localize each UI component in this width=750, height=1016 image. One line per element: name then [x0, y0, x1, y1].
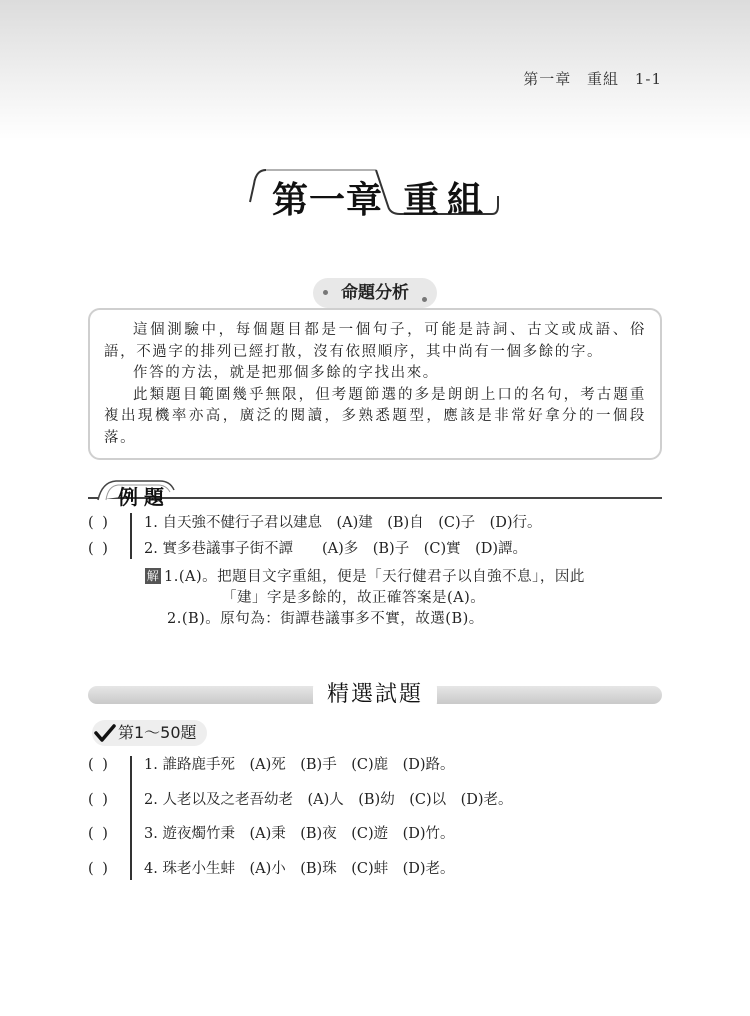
answer-blank[interactable]: ( )	[88, 861, 110, 877]
question-text: 1. 誰路鹿手死 (A)死 (B)手 (C)鹿 (D)路。	[144, 757, 455, 773]
example-header	[88, 478, 662, 509]
bullet-dot-icon	[422, 297, 427, 302]
question-text: 2. 人老以及之老吾幼老 (A)人 (B)幼 (C)以 (D)老。	[144, 792, 513, 808]
running-head-chapter: 第一章	[523, 70, 572, 88]
analysis-paragraph: 此類題目範圍幾乎無限，但考題節選的多是朗朗上口的名句，考古題重複出現機率亦高，廣泛的閱讀，多熟悉題型，應該是非常好拿分的一個段落。	[104, 386, 646, 446]
analysis-tag	[313, 278, 437, 308]
question-divider	[130, 513, 132, 559]
question-text: 1. 自天強不健行子君以建息 (A)建 (B)自 (C)子 (D)行。	[144, 515, 542, 531]
question-text: 3. 遊夜燭竹秉 (A)秉 (B)夜 (C)遊 (D)竹。	[144, 826, 455, 842]
question-range	[92, 720, 207, 746]
chapter-title	[0, 162, 750, 222]
solution-text: 「建」字是多餘的，故正確答案是(A)。	[222, 590, 486, 606]
checkmark-icon	[94, 723, 116, 743]
bullet-dot-icon	[323, 290, 328, 295]
answer-blank[interactable]: ( )	[88, 757, 110, 773]
question-range-label: 第1～50題	[118, 723, 197, 742]
running-head-section: 重組	[587, 70, 620, 88]
running-head	[513, 68, 662, 89]
analysis-paragraph: 作答的方法，就是把那個多餘的字找出來。	[133, 365, 439, 381]
answer-blank[interactable]: ( )	[88, 515, 110, 531]
solution-line	[167, 609, 484, 630]
solution-icon: 解	[146, 569, 160, 583]
answer-blank[interactable]: ( )	[88, 792, 110, 808]
analysis-box	[88, 308, 662, 460]
selected-questions-title: 精選試題	[313, 678, 437, 712]
solution-line	[222, 588, 485, 609]
answer-blank[interactable]: ( )	[88, 541, 110, 557]
solution-line	[145, 567, 585, 588]
analysis-tag-label: 命題分析	[341, 283, 409, 303]
chapter-name: 重組	[403, 180, 492, 221]
answer-blank[interactable]: ( )	[88, 826, 110, 842]
question-divider	[130, 756, 132, 880]
solution-text: 1.(A)。把題目文字重組，便是「天行健君子以自強不息」，因此	[164, 569, 585, 585]
question-text: 4. 珠老小生蚌 (A)小 (B)珠 (C)蚌 (D)老。	[144, 861, 455, 877]
example-label: 例題	[118, 485, 170, 509]
question-text: 2. 實多巷議事子街不譚 (A)多 (B)子 (C)實 (D)譚。	[144, 541, 528, 557]
chapter-number: 第一章	[272, 180, 384, 221]
solution-text: 2.(B)。原句為：街譚巷議事多不實，故選(B)。	[167, 611, 484, 627]
page-number: 1-1	[634, 70, 662, 88]
analysis-paragraph: 這個測驗中，每個題目都是一個句子，可能是詩詞、古文或成語、俗語，不過字的排列已經打散，沒有依照順序，其中尚有一個多餘的字。	[104, 322, 646, 360]
